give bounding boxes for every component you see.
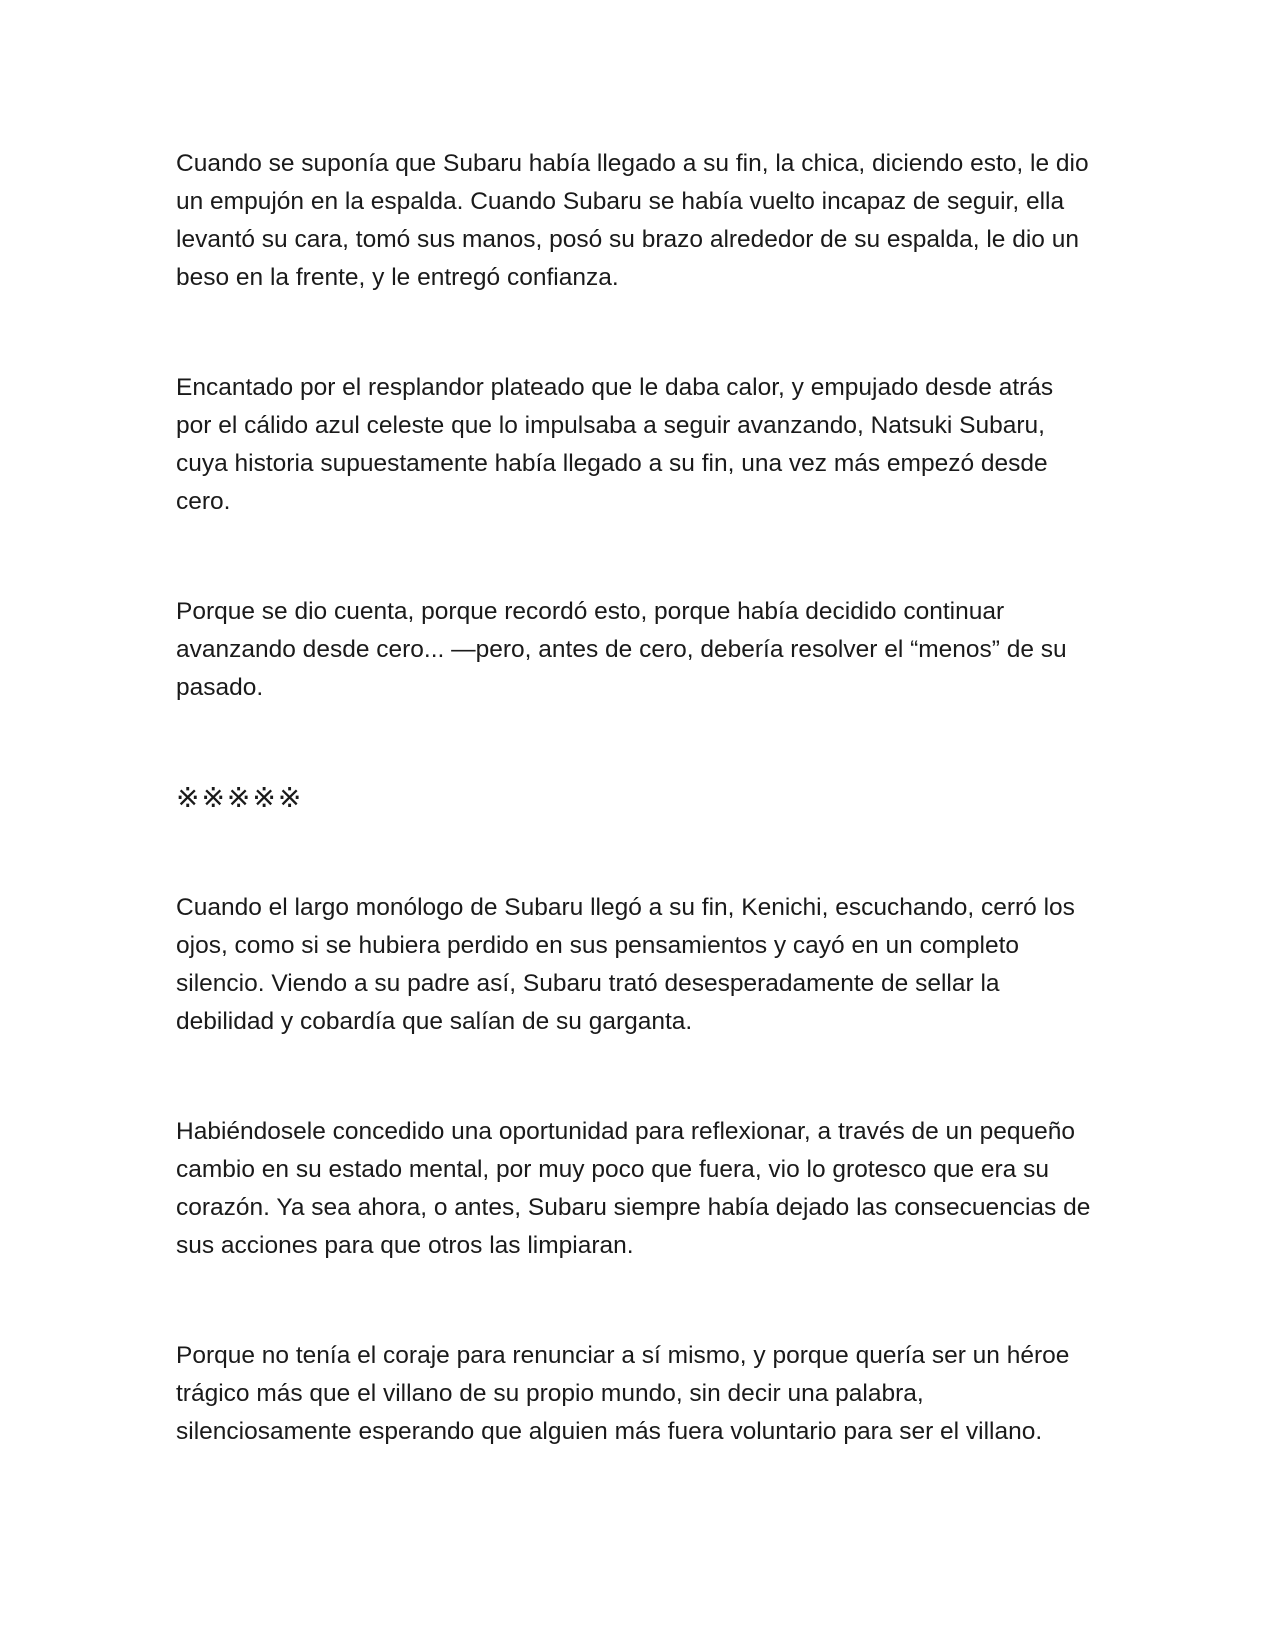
- paragraph-6: Porque no tenía el coraje para renunciar a sí mismo, y porque quería ser un héroe trágico más que el villano de su propio mundo, sin decir una palabra, silenciosamente esperando que alguien más fuera voluntario para ser el villano.: [176, 1342, 1070, 1445]
- paragraph-1: Cuando se suponía que Subaru había llegado a su fin, la chica, diciendo esto, le dio un empujón en la espalda. Cuando Subaru se había vuelto incapaz de seguir, ella levantó su cara, tomó sus manos, posó su brazo alrededor de su espalda, le dio un beso en la frente, y le entregó confianza.: [176, 150, 1089, 291]
- paragraph-3: Porque se dio cuenta, porque recordó esto, porque había decidido continuar avanzando desde cero... —pero, antes de cero, debería resolver el “menos” de su pasado.: [176, 598, 1067, 701]
- document-body: [176, 145, 1091, 1451]
- paragraph-2: Encantado por el resplandor plateado que le daba calor, y empujado desde atrás por el cálido azul celeste que lo impulsaba a seguir avanzando, Natsuki Subaru, cuya historia supuestamente había llegado a su fin, una vez más empezó desde cero.: [176, 374, 1054, 515]
- paragraph-4: Cuando el largo monólogo de Subaru llegó a su fin, Kenichi, escuchando, cerró los ojos, como si se hubiera perdido en sus pensamientos y cayó en un completo silencio. Viendo a su padre así, Subaru trató desesperadamente de sellar la debilidad y cobardía que salían de su garganta.: [176, 894, 1075, 1035]
- paragraph-5: Habiéndosele concedido una oportunidad para reflexionar, a través de un pequeño cambio en su estado mental, por muy poco que fuera, vio lo grotesco que era su corazón. Ya sea ahora, o antes, Subaru siempre había dejado las consecuencias de sus acciones para que otros las limpiaran.: [176, 1118, 1091, 1259]
- scene-separator: ※※※※※: [176, 781, 304, 814]
